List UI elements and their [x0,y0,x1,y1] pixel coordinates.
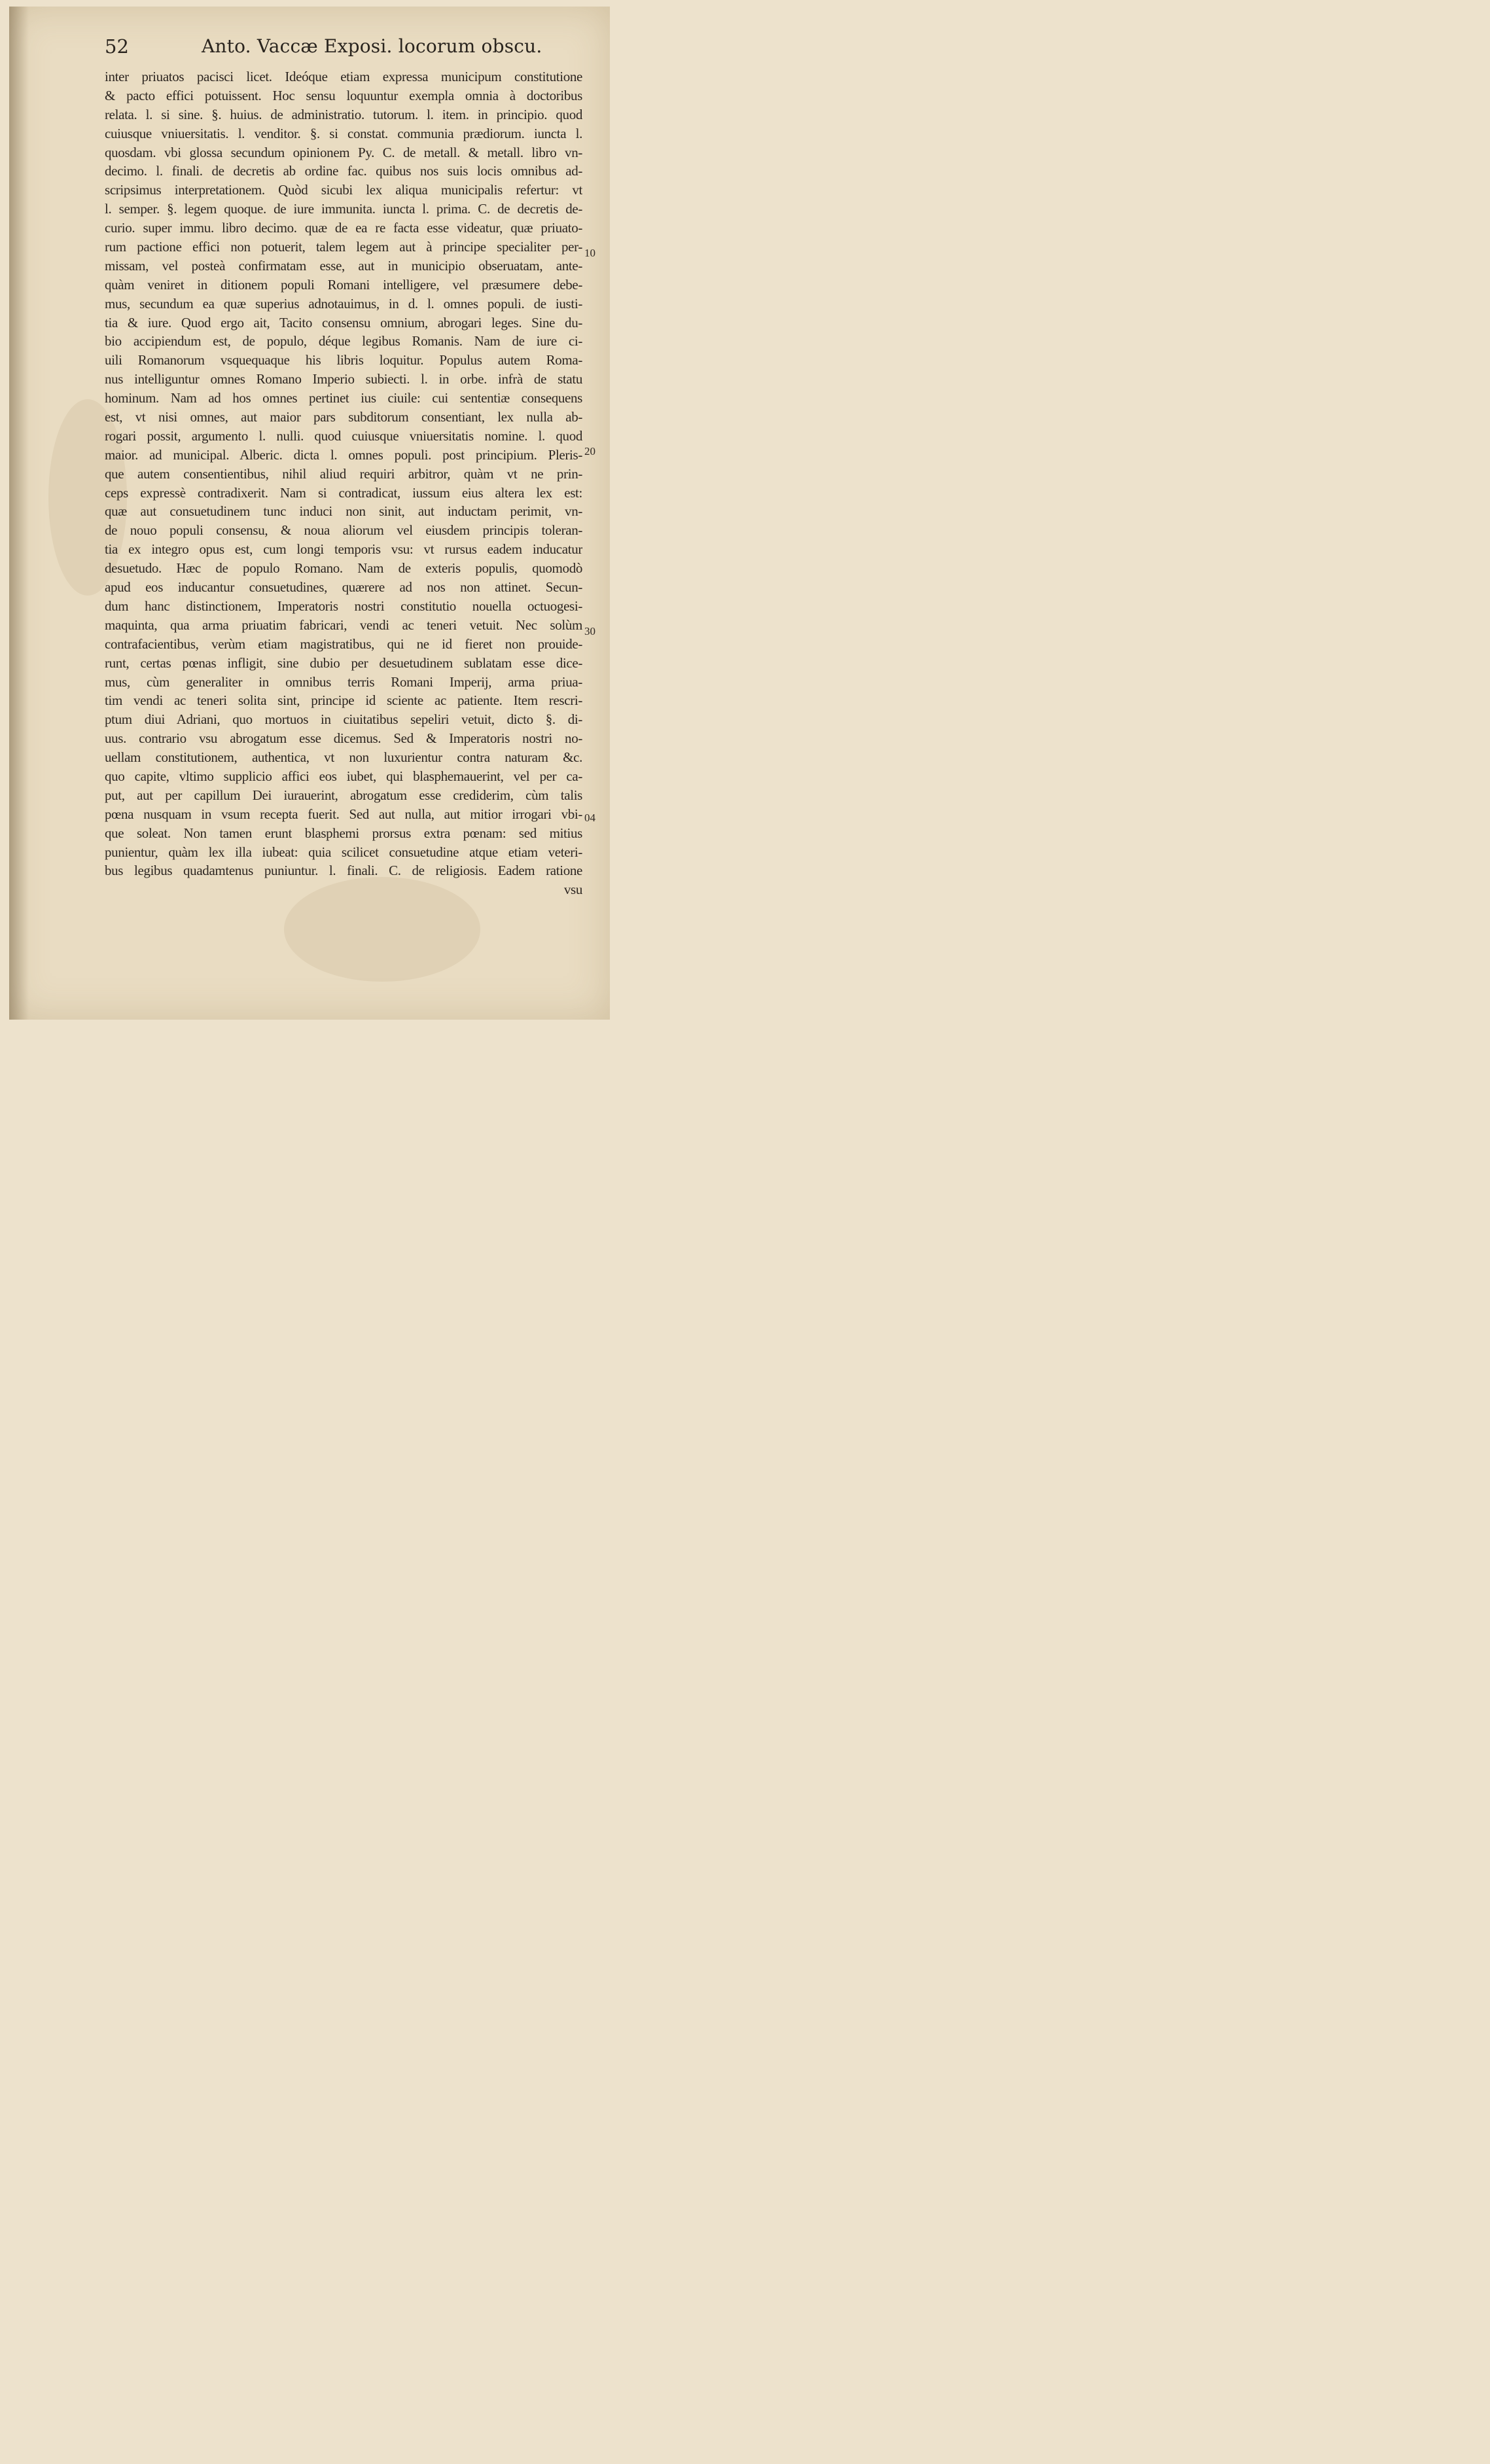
text-line: quàm veniret in ditionem populi Romani intelligere, vel præsumere debe- [105,276,582,293]
text-line: tia ex integro opus est, cum longi temporis vsu: vt rursus eadem inducatur [105,541,582,558]
text-line: relata. l. si sine. §. huius. de administratio. tutorum. l. item. in principio. quod [105,106,582,122]
text-line: que soleat. Non tamen erunt blasphemi prorsus extra pœnam: sed mitius [105,825,582,841]
text-line: cuiusque vniuersitatis. l. venditor. §. si constat. communia prædiorum. iuncta l. [105,125,582,141]
body-text [105,67,582,899]
margin-line-number: 20 [584,445,595,457]
margin-line-number: 30 [584,625,595,637]
text-line: que autem consentientibus, nihil aliud requiri arbitror, quàm vt ne prin- [105,465,582,482]
binding-shadow [9,7,29,1020]
catchword: vsu [563,882,582,898]
text-line: maior. ad municipal. Alberic. dicta l. omnes populi. post principium. Pleris- [105,446,582,463]
text-line: nus intelliguntur omnes Romano Imperio subiecti. l. in orbe. infrà de statu [105,371,582,387]
text-line: curio. super immu. libro decimo. quæ de ea re facta esse videatur, quæ priuato- [105,220,582,236]
text-line: runt, certas pœnas infligit, sine dubio per desuetudinem sublatam esse dice- [105,654,582,671]
text-line: decimo. l. finali. de decretis ab ordine fac. quibus nos suis locis omnibus ad- [105,163,582,179]
text-line: ceps expressè contradixerit. Nam si contradicat, iussum eius altera lex est: [105,484,582,501]
text-line: uili Romanorum vsquequaque his libris loquitur. Populus autem Roma- [105,352,582,368]
text-line: dum hanc distinctionem, Imperatoris nostri constitutio nouella octuogesi- [105,598,582,614]
text-line: est, vt nisi omnes, aut maior pars subditorum consentiant, lex nulla ab- [105,409,582,425]
text-line: quo capite, vltimo supplicio affici eos iubet, qui blasphemauerint, vel per ca- [105,768,582,784]
text-line: tim vendi ac teneri solita sint, principe id sciente ac patiente. Item rescri- [105,692,582,709]
text-line: de nouo populi consensu, & noua aliorum vel eiusdem principis toleran- [105,522,582,539]
text-line: quosdam. vbi glossa secundum opinionem Py. C. de metall. & metall. libro vn- [105,144,582,160]
text-line: mus, secundum ea quæ superius adnotauimus, in d. l. omnes populi. de iusti- [105,295,582,312]
text-line: missam, vel posteà confirmatam esse, aut in municipio obseruatam, ante- [105,257,582,274]
text-line: quæ aut consuetudinem tunc induci non sinit, aut inductam perimit, vn- [105,503,582,520]
text-line: pœna nusquam in vsum recepta fuerit. Sed aut nulla, aut mitior irrogari vbi- [105,806,582,822]
text-line: apud eos inducantur consuetudines, quærere ad nos non attinet. Secun- [105,579,582,596]
text-line: inter priuatos pacisci licet. Ideóque etiam expressa municipum constitutione [105,69,582,84]
text-line: ptum diui Adriani, quo mortuos in ciuitatibus sepeliri vetuit, dicto §. di- [105,711,582,728]
text-line: put, aut per capillum Dei iurauerint, abrogatum esse crediderim, cùm talis [105,787,582,803]
text-line: maquinta, qua arma priuatim fabricari, vendi ac teneri vetuit. Nec solùm [105,616,582,633]
text-line: l. semper. §. legem quoque. de iure immunita. iuncta l. prima. C. de decretis de- [105,201,582,217]
text-line: scripsimus interpretationem. Quòd sicubi lex aliqua municipalis refertur: vt [105,182,582,198]
text-line: uellam constitutionem, authentica, vt non luxurientur contra naturam &c. [105,749,582,766]
text-line: & pacto effici potuissent. Hoc sensu loquuntur exempla omnia à doctoribus [105,87,582,103]
margin-line-number: 10 [584,247,595,259]
running-head: Anto. Vaccæ Exposi. locorum obscu. [202,35,542,57]
text-line: hominum. Nam ad hos omnes pertinet ius ciuile: cui sententiæ consequens [105,390,582,406]
text-line: desuetudo. Hæc de populo Romano. Nam de exteris populis, quomodò [105,560,582,577]
text-line: uus. contrario vsu abrogatum esse dicemus. Sed & Imperatoris nostri no- [105,730,582,747]
text-line: contrafacientibus, verùm etiam magistratibus, qui ne id fieret non prouide- [105,635,582,652]
text-line: rum pactione effici non potuerit, talem legem aut à principe specialiter per- [105,239,582,255]
text-line: mus, cùm generaliter in omnibus terris Romani Imperij, arma priua- [105,673,582,690]
text-line: tia & iure. Quod ergo ait, Tacito consensu omnium, abrogari leges. Sine du- [105,314,582,330]
margin-line-number: 04 [584,812,595,824]
text-line: bus legibus quadamtenus puniuntur. l. finali. C. de religiosis. Eadem ratione [105,863,582,879]
page-number: 52 [105,35,129,58]
text-line: bio accipiendum est, de populo, déque legibus Romanis. Nam de iure ci- [105,333,582,349]
text-line: punientur, quàm lex illa iubeat: quia scilicet consuetudine atque etiam veteri- [105,844,582,860]
text-line: rogari possit, argumento l. nulli. quod cuiusque vniuersitatis nomine. l. quod [105,427,582,444]
page-header [105,35,563,64]
